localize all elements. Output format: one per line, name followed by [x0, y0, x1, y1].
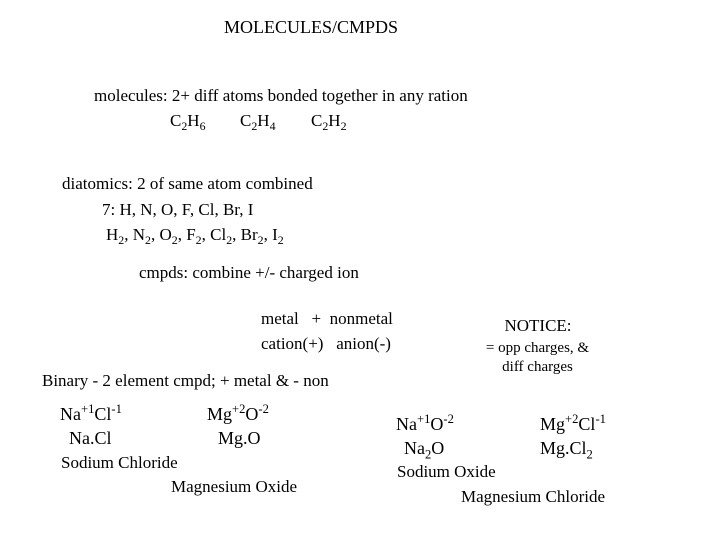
molecule-formula-c2h6: $C_2H_6$: [170, 111, 206, 134]
mgo-formula: Mg.O: [218, 428, 261, 448]
cmpds-definition: cmpds: combine +/- charged ion: [139, 263, 359, 282]
binary-definition: Binary - 2 element cmpd; + metal & - non: [42, 371, 329, 390]
cmpds-metal-nonmetal: metal + nonmetal: [261, 309, 393, 328]
mgo-name: Magnesium Oxide: [171, 477, 298, 496]
diatomics-formulas: $H_2$, $N_2$, $O_2$, $F_2$, $Cl_2$, $Br_2$, $I_2$: [106, 225, 284, 248]
na2o-name: Sodium Oxide: [397, 462, 496, 481]
notice-heading: NOTICE:: [504, 316, 572, 335]
page-title: MOLECULES/CMPDS: [224, 17, 399, 37]
nacl-formula: Na.Cl: [69, 428, 112, 448]
nacl-ions: $Na^{+1}Cl^{-1}$: [60, 402, 122, 424]
diatomics-definition: diatomics: 2 of same atom combined: [62, 174, 313, 193]
notice-line-2: diff charges: [502, 359, 573, 375]
mgcl2-ions: $Mg^{+2}Cl^{-1}$: [540, 412, 606, 434]
mgcl2-name: Magnesium Chloride: [461, 487, 606, 506]
na2o-formula: $Na_2O$: [404, 438, 445, 462]
molecule-formula-c2h4: $C_2H_4$: [240, 111, 276, 134]
notice-line-1: = opp charges, &: [485, 340, 590, 356]
molecules-definition: molecules: 2+ diff atoms bonded together in any ration: [94, 86, 468, 105]
mgo-ions: $Mg^{+2}O^{-2}$: [207, 402, 269, 424]
nacl-name: Sodium Chloride: [61, 453, 178, 472]
mgcl2-formula: $Mg.Cl_2$: [540, 438, 593, 462]
molecule-formula-c2h2: $C_2H_2$: [311, 111, 347, 134]
diatomics-list: 7: H, N, O, F, Cl, Br, I: [102, 200, 254, 219]
na2o-ions: $Na^{+1}O^{-2}$: [396, 412, 454, 434]
cmpds-cation-anion: cation(+) anion(-): [261, 334, 391, 353]
